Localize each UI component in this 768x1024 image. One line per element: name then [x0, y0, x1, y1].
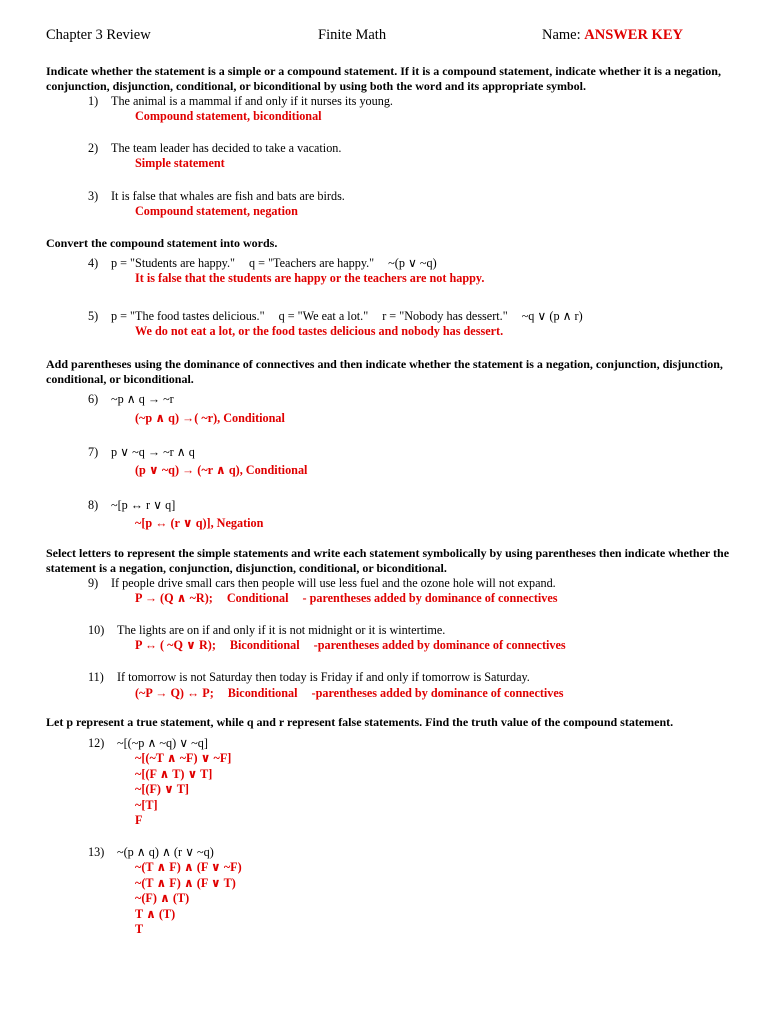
name-label: Name: [542, 27, 581, 43]
question-number: 9) [88, 576, 99, 590]
solution-step: ~(T ∧ F) ∧ (F ∨ T) [135, 875, 236, 890]
question-text: If people drive small cars then people will use less fuel and the ozone hole will not expand. [111, 576, 556, 590]
question-text: ~p ∧ q → ~r [111, 392, 174, 406]
question-number: 13) [88, 845, 105, 859]
question-number: 1) [88, 94, 99, 108]
statement-q: q = "We eat a lot." [278, 309, 369, 323]
chapter-title: Chapter 3 Review [46, 27, 151, 43]
question-4 [88, 256, 437, 271]
solution-step: ~[(F ∧ T) ∨ T] [135, 766, 213, 781]
compound-expression: ~q ∨ (p ∧ r) [521, 309, 583, 323]
solution-step: ~[(F) ∨ T] [135, 782, 189, 797]
symbolic-form: P → (Q ∧ ~R); [135, 591, 213, 605]
question-text: ~[(~p ∧ ~q) ∨ ~q] [117, 736, 208, 750]
question-text: ~(p ∧ q) ∧ (r ∨ ~q) [117, 845, 214, 859]
answer-3: Compound statement, negation [135, 204, 298, 218]
answer-2: Simple statement [135, 156, 225, 170]
section-4-instructions: Select letters to represent the simple statements and write each statement symbolically by using parentheses then indicate whether the statement is a negation, conjunction, disjunction, conditional, or biconditional. [46, 546, 730, 575]
question-1 [88, 94, 393, 109]
answer-note: - parentheses added by dominance of connectives [302, 591, 558, 605]
question-number: 8) [88, 498, 99, 512]
question-number: 12) [88, 736, 105, 750]
statement-p: p = "Students are happy." [111, 256, 236, 270]
question-text: p ∨ ~q → ~r ∧ q [111, 445, 195, 459]
question-number: 7) [88, 445, 99, 459]
answer-5: We do not eat a lot, or the food tastes delicious and nobody has dessert. [135, 324, 504, 338]
question-number: 3) [88, 189, 99, 203]
section-3-instructions: Add parentheses using the dominance of connectives and then indicate whether the statement is a negation, conjunction, disjunction, conditional, or biconditional. [46, 357, 723, 386]
question-number: 11) [88, 670, 104, 684]
answer-10 [135, 638, 566, 653]
answer-8: ~[p ↔ (r ∨ q)], Negation [135, 516, 264, 530]
question-text: The animal is a mammal if and only if it nurses its young. [111, 94, 393, 108]
question-text: The lights are on if and only if it is not midnight or it is wintertime. [117, 623, 446, 637]
section-5-instructions: Let p represent a true statement, while q and r represent false statements. Find the truth value of the compound statement. [46, 715, 674, 729]
question-5 [88, 309, 583, 324]
solution-step: ~(F) ∧ (T) [135, 891, 190, 906]
question-2 [88, 141, 341, 156]
question-6 [88, 392, 174, 407]
question-text: It is false that whales are fish and bats are birds. [111, 189, 345, 203]
question-text: ~[p ↔ r ∨ q] [111, 498, 176, 512]
solution-step: ~[(~T ∧ ~F) ∨ ~F] [135, 751, 232, 765]
answer-4: It is false that the students are happy or the teachers are not happy. [135, 271, 485, 285]
question-12 [88, 736, 208, 751]
solution-step: F [135, 813, 143, 828]
question-number: 5) [88, 309, 99, 323]
statement-type: Biconditional [227, 686, 298, 700]
question-text: The team leader has decided to take a vacation. [111, 141, 342, 155]
name-field [542, 28, 683, 43]
solution-step: T ∧ (T) [135, 906, 176, 921]
answer-12-steps [135, 751, 231, 829]
question-number: 6) [88, 392, 99, 406]
question-number: 10) [88, 623, 105, 637]
question-10 [88, 623, 445, 638]
solution-step: ~(T ∧ F) ∧ (F ∨ ~F) [135, 860, 242, 874]
statement-q: q = "Teachers are happy." [249, 256, 375, 270]
question-text: If tomorrow is not Saturday then today is Friday if and only if tomorrow is Saturday. [117, 670, 530, 684]
question-7 [88, 445, 195, 460]
course-title: Finite Math [318, 27, 387, 43]
question-3 [88, 189, 345, 204]
symbolic-form: (~P → Q) ↔ P; [135, 686, 214, 700]
section-1-instructions: Indicate whether the statement is a simple or a compound statement. If it is a compound statement, indicate whether it is a negation, conjunction, disjunction, conditional, or biconditional by using both the word and its appropriate symbol. [46, 64, 721, 93]
question-number: 4) [88, 256, 99, 270]
question-9 [88, 576, 556, 591]
answer-key-label: ANSWER KEY [584, 27, 683, 43]
solution-step: T [135, 922, 144, 937]
answer-note: -parentheses added by dominance of connectives [313, 638, 566, 652]
statement-type: Conditional [226, 591, 289, 605]
statement-p: p = "The food tastes delicious." [111, 309, 265, 323]
answer-13-steps [135, 860, 242, 938]
answer-6: (~p ∧ q) →( ~r), Conditional [135, 411, 285, 425]
question-13 [88, 845, 214, 860]
section-2-instructions: Convert the compound statement into words. [46, 236, 278, 250]
answer-11 [135, 686, 564, 701]
statement-type: Biconditional [229, 638, 300, 652]
question-11 [88, 670, 530, 685]
answer-7: (p ∨ ~q) → (~r ∧ q), Conditional [135, 463, 308, 477]
answer-note: -parentheses added by dominance of connectives [311, 686, 564, 700]
symbolic-form: P ↔ ( ~Q ∨ R); [135, 638, 216, 652]
answer-1: Compound statement, biconditional [135, 109, 322, 123]
question-number: 2) [88, 141, 99, 155]
question-8 [88, 498, 175, 513]
compound-expression: ~(p ∨ ~q) [388, 256, 437, 270]
statement-r: r = "Nobody has dessert." [382, 309, 508, 323]
answer-9 [135, 591, 558, 606]
solution-step: ~[T] [135, 797, 158, 812]
